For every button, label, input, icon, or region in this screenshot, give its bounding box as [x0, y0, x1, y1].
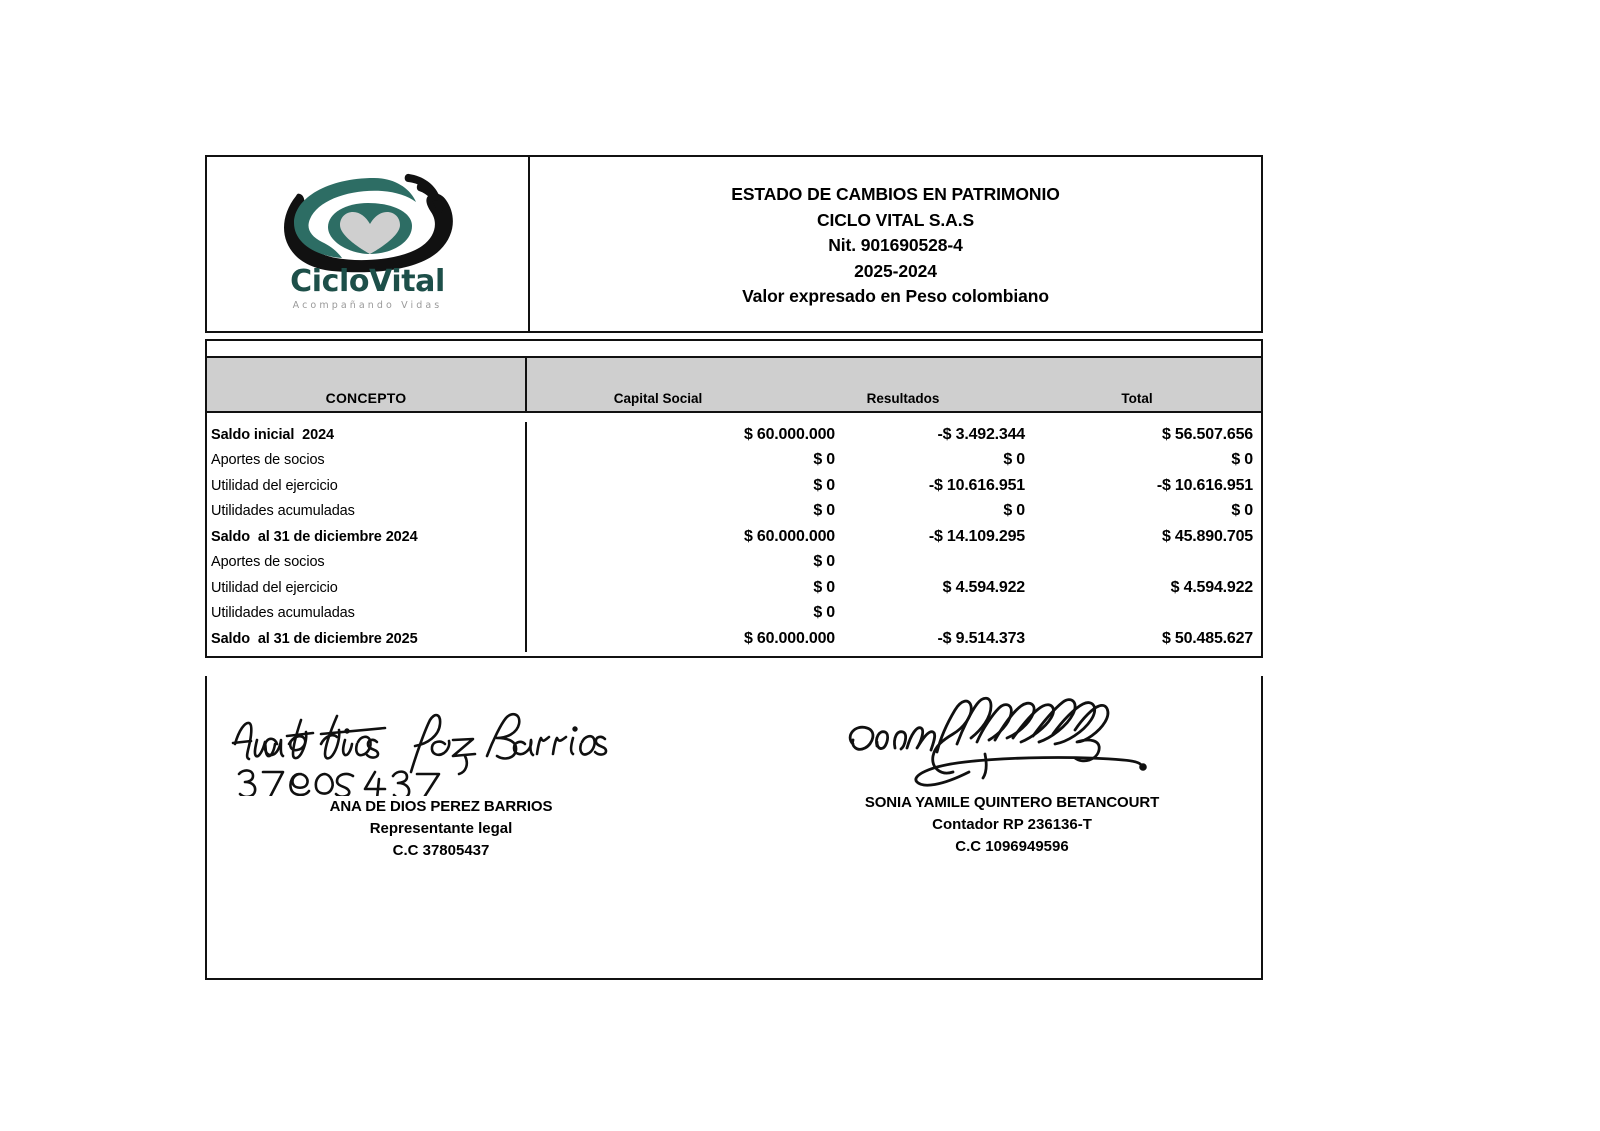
cell-total: $ 4.594.922	[1170, 578, 1253, 596]
table-row	[207, 626, 1261, 652]
company-nit: Nit. 901690528-4	[828, 235, 963, 256]
cell-concepto: Saldo al 31 de diciembre 2025	[207, 626, 527, 652]
currency-note: Valor expresado en Peso colombiano	[742, 286, 1049, 307]
table-row	[207, 448, 1261, 474]
document-title: ESTADO DE CAMBIOS EN PATRIMONIO	[731, 184, 1060, 205]
cell-concepto: Utilidad del ejercicio	[207, 473, 527, 499]
cell-concepto: Utilidad del ejercicio	[207, 575, 527, 601]
cell-total: $ 0	[1231, 502, 1253, 520]
equity-changes-table	[205, 356, 1263, 658]
cell-resultados: $ 0	[1003, 502, 1025, 520]
cell-capital-social: $ 0	[813, 604, 835, 622]
signature-area	[205, 676, 1263, 980]
cell-values-group	[527, 473, 1261, 499]
document-title-block	[530, 157, 1261, 331]
table-body	[207, 413, 1261, 656]
cell-resultados: -$ 14.109.295	[928, 527, 1025, 545]
signer-role-contador: Contador RP 236136-T	[932, 816, 1092, 833]
company-logo	[252, 170, 484, 318]
cell-resultados: $ 4.594.922	[942, 578, 1025, 596]
company-name: CICLO VITAL S.A.S	[816, 209, 975, 230]
signer-cc-contador: C.C 1096949596	[955, 838, 1069, 855]
cell-values-group	[527, 601, 1261, 627]
ciclovital-logo-icon	[270, 170, 466, 274]
signature-block-representante	[231, 676, 651, 862]
cell-resultados: $ 0	[1003, 451, 1025, 469]
cell-capital-social: $ 0	[813, 502, 835, 520]
cell-values-group	[527, 626, 1261, 652]
handwritten-signature-contador	[777, 684, 1247, 792]
cell-total: $ 0	[1231, 451, 1253, 469]
signer-name-contador: SONIA YAMILE QUINTERO BETANCOURT	[864, 794, 1160, 811]
cell-values-group	[527, 550, 1261, 576]
cell-resultados: -$ 3.492.344	[937, 425, 1025, 443]
cell-values-group	[527, 499, 1261, 525]
cell-total: $ 56.507.656	[1161, 425, 1253, 443]
column-header-resultados: Resultados	[866, 391, 940, 406]
signer-role-representante: Representante legal	[369, 820, 513, 837]
cell-total: -$ 10.616.951	[1156, 476, 1253, 494]
cell-total: $ 50.485.627	[1161, 629, 1253, 647]
cell-concepto: Utilidades acumuladas	[207, 601, 527, 627]
cell-values-group	[527, 524, 1261, 550]
cell-capital-social: $ 0	[813, 451, 835, 469]
table-row	[207, 499, 1261, 525]
column-header-concepto	[207, 358, 527, 411]
cell-values-group	[527, 448, 1261, 474]
column-header-concepto-label: CONCEPTO	[325, 390, 407, 406]
table-row	[207, 524, 1261, 550]
cell-capital-social: $ 0	[813, 476, 835, 494]
cell-concepto: Saldo inicial 2024	[207, 422, 527, 448]
cell-capital-social: $ 60.000.000	[743, 425, 835, 443]
logo-tagline: Acompañando Vidas	[292, 300, 443, 311]
cell-capital-social: $ 60.000.000	[743, 527, 835, 545]
handwritten-signature-representante	[231, 704, 651, 794]
signer-cc-representante: C.C 37805437	[392, 842, 490, 859]
table-row	[207, 422, 1261, 448]
cell-resultados: -$ 10.616.951	[928, 476, 1025, 494]
column-header-capital-social: Capital Social	[613, 391, 703, 406]
table-header-row	[207, 356, 1261, 413]
financial-statement-document	[205, 155, 1263, 980]
signature-block-contador	[777, 676, 1247, 858]
cell-capital-social: $ 60.000.000	[743, 629, 835, 647]
column-header-total: Total	[1121, 391, 1153, 406]
cell-concepto: Utilidades acumuladas	[207, 499, 527, 525]
table-row	[207, 601, 1261, 627]
cell-values-group	[527, 422, 1261, 448]
logo-cell	[207, 157, 530, 331]
cell-total: $ 45.890.705	[1161, 527, 1253, 545]
logo-wordmark: CicloVital	[290, 264, 445, 299]
table-row	[207, 575, 1261, 601]
cell-concepto: Aportes de socios	[207, 550, 527, 576]
cell-concepto: Aportes de socios	[207, 448, 527, 474]
table-top-spacer	[205, 339, 1263, 356]
cell-capital-social: $ 0	[813, 553, 835, 571]
column-header-values	[527, 358, 1261, 411]
signer-name-representante: ANA DE DIOS PEREZ BARRIOS	[329, 798, 553, 815]
cell-concepto: Saldo al 31 de diciembre 2024	[207, 524, 527, 550]
cell-resultados: -$ 9.514.373	[937, 629, 1025, 647]
cell-capital-social: $ 0	[813, 578, 835, 596]
document-masthead	[205, 155, 1263, 333]
cell-values-group	[527, 575, 1261, 601]
table-row	[207, 550, 1261, 576]
table-row	[207, 473, 1261, 499]
period-years: 2025-2024	[854, 260, 937, 281]
